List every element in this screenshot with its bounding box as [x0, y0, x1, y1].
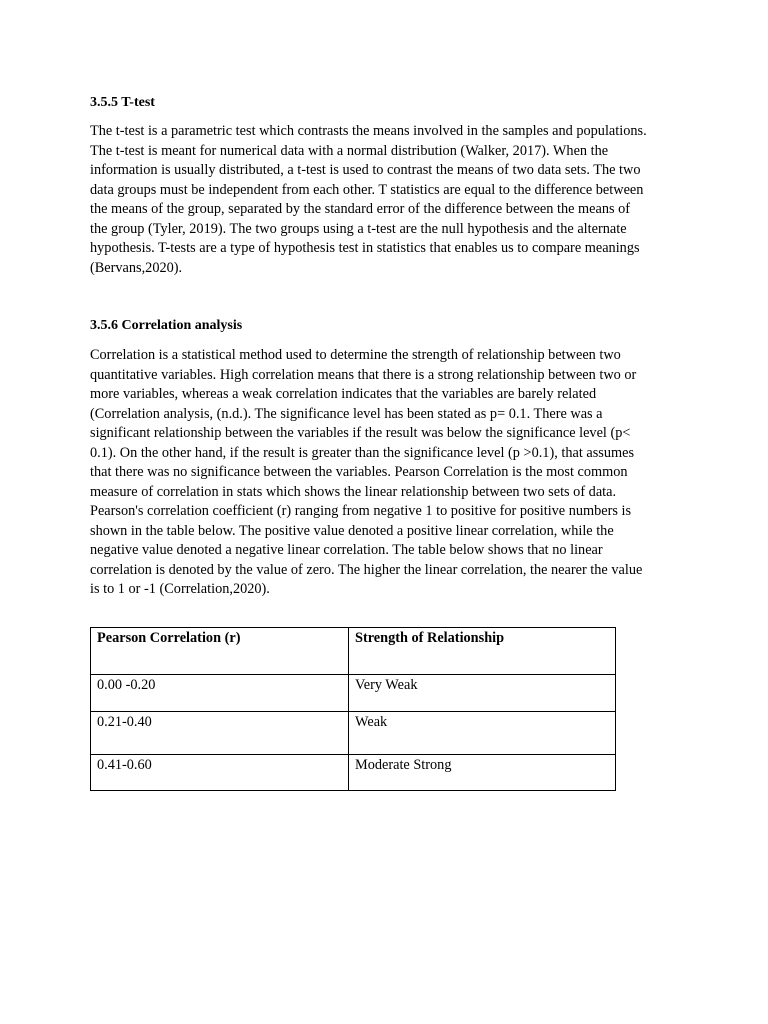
header-strength-of-relationship: Strength of Relationship: [355, 630, 505, 646]
correlation-paragraph: [90, 346, 682, 600]
t-test-paragraph: [90, 122, 682, 278]
table-cell: [91, 675, 349, 712]
header-pearson-correlation: Pearson Correlation (r): [97, 630, 241, 646]
paragraph-line: correlation is denoted by the value of zero. The higher the linear correlation, the nearer the value: [90, 561, 643, 578]
paragraph-line: more variables, whereas a weak correlation indicates that the variables are barely related: [90, 386, 597, 402]
paragraph-line: the means of the group, separated by the standard error of the difference between the means of: [90, 201, 631, 217]
paragraph-line: The t-test is a parametric test which contrasts the means involved in the samples and populations.: [90, 123, 647, 139]
table-header-cell: [91, 628, 349, 675]
table-row: [91, 712, 616, 755]
paragraph-line: hypothesis. T-tests are a type of hypothesis test in statistics that enables us to compare meanings: [90, 240, 640, 256]
paragraph-line: significant relationship between the variables if the result was below the significance level (p<: [90, 425, 631, 441]
table-cell: [349, 755, 616, 791]
table-cell: [91, 755, 349, 791]
section-heading-t-test: 3.5.5 T-test: [90, 95, 155, 110]
paragraph-line: information is usually distributed, a t-test is used to contrast the means of two data sets. The two: [90, 162, 641, 178]
paragraph-line: the group (Tyler, 2019). The two groups using a t-test are the null hypothesis and the alternate: [90, 220, 627, 237]
paragraph-line: negative value denoted a negative linear correlation. The table below shows that no linear: [90, 542, 603, 558]
paragraph-line: measure of correlation in stats which shows the linear relationship between two sets of data.: [90, 483, 617, 500]
table-cell: [349, 675, 616, 712]
table-row: [91, 755, 616, 791]
paragraph-line: (Bervans,2020).: [90, 259, 183, 276]
paragraph-line: that there was no significance between the variables. Pearson Correlation is the most common: [90, 464, 628, 480]
paragraph-line: is to 1 or -1 (Correlation,2020).: [90, 581, 270, 597]
paragraph-line: (Correlation analysis, (n.d.). The significance level has been stated as p= 0.1. There was a: [90, 405, 603, 422]
paragraph-line: The t-test is meant for numerical data with a normal distribution (Walker, 2017). When the: [90, 142, 609, 159]
cell-range: 0.00 -0.20: [97, 677, 156, 693]
correlation-strength-table: [90, 627, 616, 791]
paragraph-line: shown in the table below. The positive value denoted a positive linear correlation, while the: [90, 522, 614, 539]
cell-strength: Very Weak: [355, 677, 418, 693]
table-cell: [349, 712, 616, 755]
cell-strength: Moderate Strong: [355, 757, 452, 773]
paragraph-line: quantitative variables. High correlation means that there is a strong relationship between two or: [90, 366, 637, 383]
cell-strength: Weak: [355, 714, 388, 730]
table-cell: [91, 712, 349, 755]
table-row: [91, 675, 616, 712]
cell-range: 0.21-0.40: [97, 714, 152, 730]
table-header-cell: [349, 628, 616, 675]
section-heading-correlation-analysis: 3.5.6 Correlation analysis: [90, 318, 243, 333]
table-header-row: [91, 628, 616, 675]
paragraph-line: Pearson's correlation coefficient (r) ranging from negative 1 to positive for positive numbers is: [90, 503, 632, 519]
paragraph-line: 0.1). On the other hand, if the result is greater than the significance level (p >0.1), that assumes: [90, 444, 635, 461]
cell-range: 0.41-0.60: [97, 757, 152, 773]
paragraph-line: Correlation is a statistical method used to determine the strength of relationship between two: [90, 347, 621, 363]
paragraph-line: data groups must be independent from each other. T statistics are equal to the difference between: [90, 181, 644, 198]
